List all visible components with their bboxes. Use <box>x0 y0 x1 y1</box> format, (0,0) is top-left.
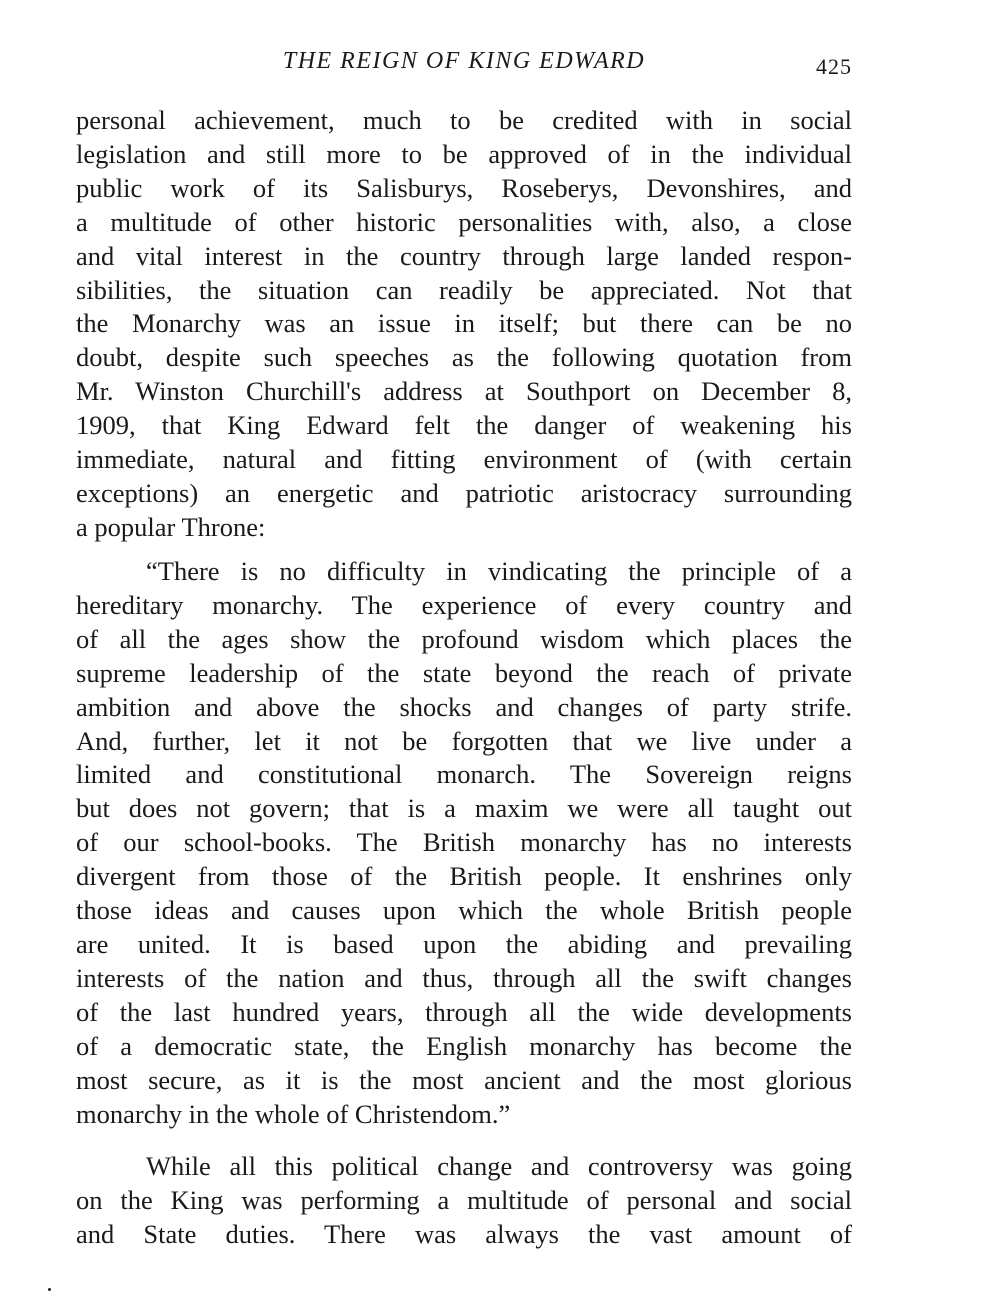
text-line: exceptions) an energetic and patriotic aristocracy surrounding <box>76 477 852 508</box>
text-line: most secure, as it is the most ancient and the most glorious <box>76 1064 852 1095</box>
text-line: doubt, despite such speeches as the following quotation from <box>76 342 852 373</box>
text-line: and State duties. There was always the vast amount of <box>76 1218 852 1249</box>
text-line: divergent from those of the British people. It enshrines only <box>76 861 852 892</box>
text-line: on the King was performing a multitude of personal and social <box>76 1184 852 1215</box>
scan-speck <box>48 1288 51 1291</box>
text-line: interests of the nation and thus, through all the swift changes <box>76 962 852 993</box>
text-line: but does not govern; that is a maxim we were all taught out <box>76 793 852 824</box>
text-line: of all the ages show the profound wisdom which places the <box>76 623 852 654</box>
text-line: 1909, that King Edward felt the danger of weakening his <box>76 410 852 441</box>
text-line: supreme leadership of the state beyond the reach of private <box>76 657 852 688</box>
text-line: hereditary monarchy. The experience of every country and <box>76 589 852 620</box>
text-line: the Monarchy was an issue in itself; but there can be no <box>76 308 852 339</box>
text-line: ambition and above the shocks and changes of party strife. <box>76 691 852 722</box>
text-line: immediate, natural and fitting environment of (with certain <box>76 444 852 475</box>
page-number: 425 <box>816 54 852 79</box>
text-line: Mr. Winston Churchill's address at Southport on December 8, <box>76 376 852 407</box>
text-line: a popular Throne: <box>76 511 266 542</box>
text-line: sibilities, the situation can readily be appreciated. Not that <box>76 274 852 305</box>
text-line: of our school-books. The British monarchy has no interests <box>76 827 852 858</box>
text-line: personal achievement, much to be credited with in social <box>76 105 852 135</box>
text-line: a multitude of other historic personalities with, also, a close <box>76 206 852 237</box>
text-line: of a democratic state, the English monarchy has become the <box>76 1030 852 1061</box>
paragraph-3 <box>76 1150 852 1252</box>
text-line: “There is no difficulty in vindicating the principle of a <box>146 556 852 586</box>
text-line: legislation and still more to be approved of in the individual <box>76 138 852 169</box>
paragraph-1 <box>76 104 852 545</box>
text-line: While all this political change and controversy was going <box>146 1151 852 1181</box>
quotation-paragraph <box>76 555 852 1131</box>
text-line: monarchy in the whole of Christendom.” <box>76 1098 511 1129</box>
text-line: of the last hundred years, through all the wide developments <box>76 996 852 1027</box>
running-title: THE REIGN OF KING EDWARD <box>282 48 646 74</box>
text-line: limited and constitutional monarch. The Sovereign reigns <box>76 759 852 790</box>
text-line: those ideas and causes upon which the whole British people <box>76 895 852 926</box>
text-line: And, further, let it not be forgotten that we live under a <box>76 725 852 756</box>
text-line: and vital interest in the country through large landed respon- <box>76 240 852 271</box>
text-line: are united. It is based upon the abiding and prevailing <box>76 928 852 959</box>
running-head <box>76 48 852 82</box>
text-line: public work of its Salisburys, Roseberys, Devonshires, and <box>76 172 852 203</box>
